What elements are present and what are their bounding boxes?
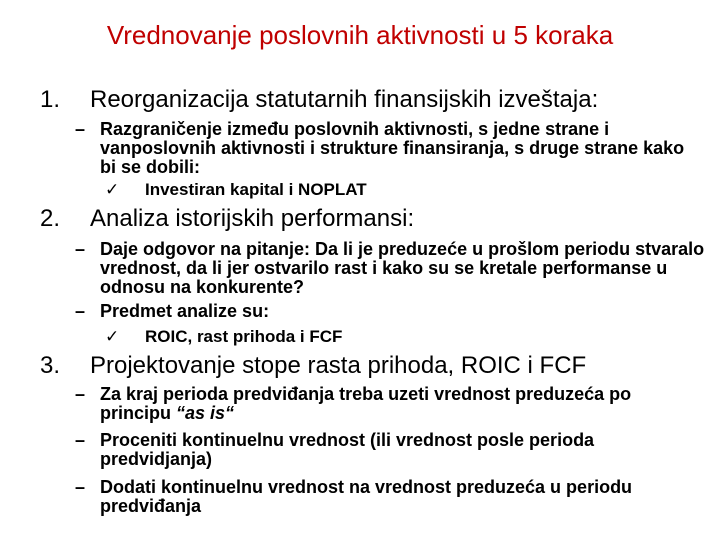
sub-bullet-3-1 xyxy=(75,385,705,423)
sub-bullet-text xyxy=(75,385,705,423)
sub-bullet-text-main: Za kraj perioda predviđanja treba uzeti vrednost preduzeća po principu xyxy=(100,384,632,423)
check-item-2 xyxy=(105,327,342,347)
check-item-1 xyxy=(105,180,367,200)
sub-bullet-text: Razgraničenje između poslovnih aktivnosti, s jedne strane i vanposlovnih aktivnosti i strukture finansiranja, s druge strane kako bi se dobili: xyxy=(100,119,685,177)
sub-bullet-text: Dodati kontinuelnu vrednost na vrednost preduzeća u periodu predviđanja xyxy=(100,477,633,516)
dash-marker: – xyxy=(75,239,86,259)
item-heading-3: Projektovanje stope rasta prihoda, ROIC i FCF xyxy=(90,352,587,379)
item-heading-1: Reorganizacija statutarnih finansijskih izveštaja: xyxy=(90,86,599,113)
sub-bullet-text: Proceniti kontinuelnu vrednost (ili vrednost posle perioda predvidjanja) xyxy=(100,430,595,469)
dash-marker: – xyxy=(75,477,86,497)
check-item-text: ROIC, rast prihoda i FCF xyxy=(145,327,343,346)
sub-bullet-3-2 xyxy=(75,431,705,469)
slide-title: Vrednovanje poslovnih aktivnosti u 5 koraka xyxy=(106,20,614,50)
item-number-3: 3. xyxy=(40,352,61,379)
dash-marker: – xyxy=(75,301,86,321)
sub-bullet-text: Predmet analize su: xyxy=(100,301,270,321)
sub-bullet-2-1 xyxy=(75,240,705,297)
check-item-text: Investiran kapital i NOPLAT xyxy=(145,180,367,199)
sub-bullet-text: Daje odgovor na pitanje: Da li je preduzeće u prošlom periodu stvaralo vrednost, da li jer ostvarilo rast i kako su se kretale performanse u odnosu na konkurente? xyxy=(100,239,705,297)
dash-marker: – xyxy=(75,384,86,404)
checkmark-icon: ✓ xyxy=(105,180,120,200)
as-is-emphasis: “as is“ xyxy=(176,403,235,423)
item-number-1: 1. xyxy=(40,86,61,113)
checkmark-icon: ✓ xyxy=(105,327,120,347)
item-heading-2: Analiza istorijskih performansi: xyxy=(90,205,415,232)
sub-bullet-1-1 xyxy=(75,120,705,177)
sub-bullet-2-2 xyxy=(75,302,705,321)
dash-marker: – xyxy=(75,430,86,450)
item-number-2: 2. xyxy=(40,205,61,232)
dash-marker: – xyxy=(75,119,86,139)
sub-bullet-3-3 xyxy=(75,478,705,516)
